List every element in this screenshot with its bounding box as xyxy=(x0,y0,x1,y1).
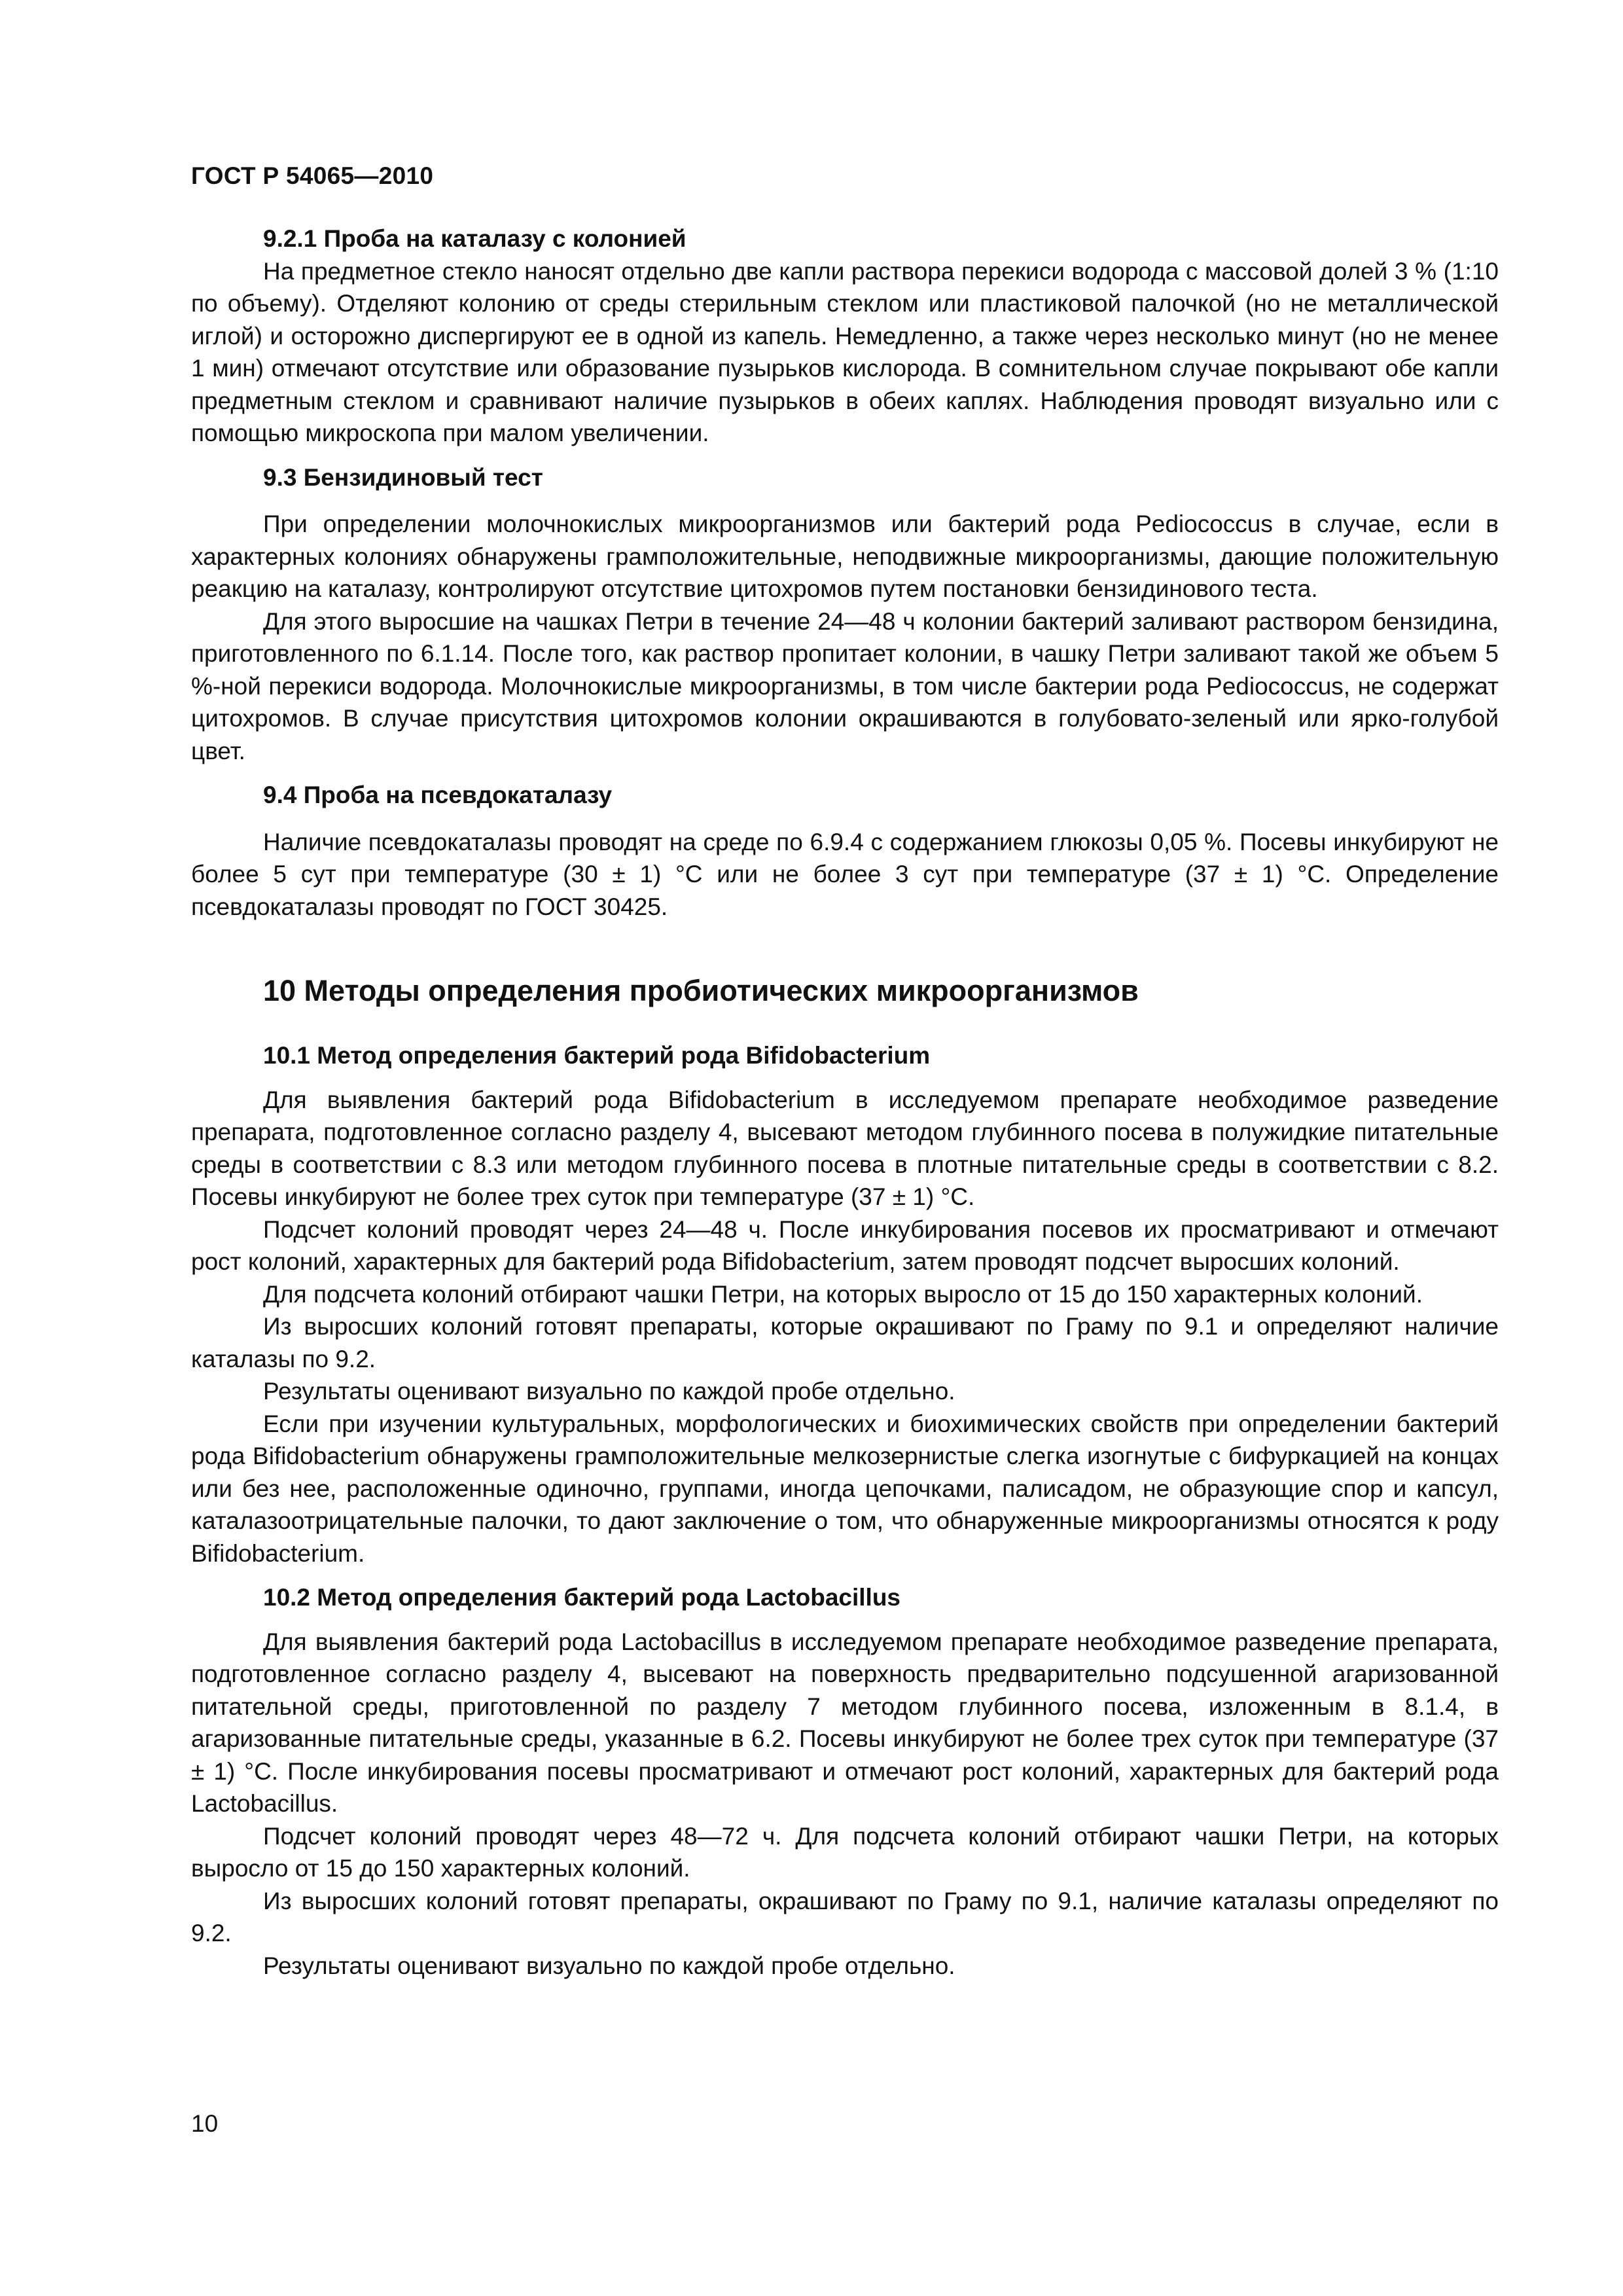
paragraph-10-2-4: Результаты оценивают визуально по каждой пробе отдельно. xyxy=(263,1952,955,1979)
page-number: 10 xyxy=(191,2110,219,2137)
heading-9-4: 9.4 Проба на псевдокаталазу xyxy=(263,781,613,808)
paragraph-9-4-1: Наличие псевдокаталазы проводят на среде по 6.9.4 с содержанием глюкозы 0,05 %. Посевы инкубируют не более 5 сут при температуре (30 ± 1) °С или не более 3 сут при температуре (37 ± 1) °С. Определение псевдокаталазы проводят по ГОСТ 30425. xyxy=(191,828,1499,920)
paragraph-10-1-5: Результаты оценивают визуально по каждой пробе отдельно. xyxy=(263,1378,955,1405)
paragraph-10-2-3: Из выросших колоний готовят препараты, окрашивают по Граму по 9.1, наличие каталазы определяют по 9.2. xyxy=(191,1887,1499,1946)
paragraph-10-1-3: Для подсчета колоний отбирают чашки Петри, на которых выросло от 15 до 150 характерных колоний. xyxy=(263,1280,1423,1308)
heading-9-3: 9.3 Бензидиновый тест xyxy=(263,463,543,491)
paragraph-10-2-2: Подсчет колоний проводят через 48—72 ч. Для подсчета колоний отбирают чашки Петри, на которых выросло от 15 до 150 характерных колоний. xyxy=(191,1822,1499,1882)
paragraph-9-3-1: При определении молочнокислых микроорганизмов или бактерий рода Pediococcus в случае, если в характерных колониях обнаружены грамположительные, неподвижные микроорганизмы, дающие положительную реакцию на каталазу, контролируют отсутствие цитохромов путем постановки бензидинового теста. xyxy=(191,511,1499,602)
document-code: ГОСТ Р 54065—2010 xyxy=(191,162,434,189)
paragraph-10-1-1: Для выявления бактерий рода Bifidobacterium в исследуемом препарате необходимое разведение препарата, подготовленное согласно разделу 4, высевают методом глубинного посева в полужидкие питательные среды в соответствии с 8.3 или методом глубинного посева в плотные питательные среды в соответствии с 8.2. Посевы инкубируют не более трех суток при температуре (37 ± 1) °С. xyxy=(191,1086,1499,1210)
paragraph-10-2-1: Для выявления бактерий рода Lactobacillus в исследуемом препарате необходимое разведение препарата, подготовленное согласно разделу 4, высевают на поверхность предварительно подсушенной агаризованной питательной среды, приготовленной по разделу 7 методом глубинного посева, изложенным в 8.1.4, в агаризованные питательные среды, указанные в 6.2. Посевы инкубируют не более трех суток при температуре (37 ± 1) °С. После инкубирования посевы просматривают и отмечают рост колоний, характерных для бактерий рода Lactobacillus. xyxy=(191,1628,1499,1817)
heading-10-2: 10.2 Метод определения бактерий рода Lactobacillus xyxy=(263,1584,901,1611)
paragraph-9-2-1-1: На предметное стекло наносят отдельно две капли раствора перекиси водорода с массовой долей 3 % (1:10 по объему). Отделяют колонию от среды стерильным стеклом или пластиковой палочкой (но не металлической иглой) и осторожно диспергируют ее в одной из капель. Немедленно, а также через несколько минут (но не менее 1 мин) отмечают отсутствие или образование пузырьков кислорода. В сомнительном случае покрывают обе капли предметным стеклом и сравнивают наличие пузырьков в обеих каплях. Наблюдения проводят визуально или с помощью микроскопа при малом увеличении. xyxy=(191,257,1499,446)
heading-9-2-1: 9.2.1 Проба на каталазу с колонией xyxy=(263,225,687,252)
heading-10-1: 10.1 Метод определения бактерий рода Bifidobacterium xyxy=(263,1042,931,1069)
paragraph-10-1-6: Если при изучении культуральных, морфологических и биохимических свойств при определении бактерий рода Bifidobacterium обнаружены грамположительные мелкозернистые слегка изогнутые с бифуркацией на концах или без нее, расположенные одиночно, группами, иногда цепочками, палисадом, не образующие спор и капсул, каталазоотрицательные палочки, то дают заключение о том, что обнаруженные микроорганизмы относятся к роду Bifidobacterium. xyxy=(191,1410,1499,1567)
paragraph-10-1-2: Подсчет колоний проводят через 24—48 ч. После инкубирования посевов их просматривают и отмечают рост колоний, характерных для бактерий рода Bifidobacterium, затем проводят подсчет выросших колоний. xyxy=(191,1215,1499,1275)
paragraph-10-1-4: Из выросших колоний готовят препараты, которые окрашивают по Граму по 9.1 и определяют наличие каталазы по 9.2. xyxy=(191,1313,1499,1372)
page-content xyxy=(191,223,1499,1982)
heading-10: 10 Методы определения пробиотических микроорганизмов xyxy=(263,974,1139,1007)
paragraph-9-3-2: Для этого выросшие на чашках Петри в течение 24—48 ч колонии бактерий заливают раствором бензидина, приготовленного по 6.1.14. После того, как раствор пропитает колонии, в чашку Петри заливают такой же объем 5 %-ной перекиси водорода. Молочнокислые микроорганизмы, в том числе бактерии рода Pediococcus, не содержат цитохромов. В случае присутствия цитохромов колонии окрашиваются в голубовато-зеленый или ярко-голубой цвет. xyxy=(191,607,1499,764)
